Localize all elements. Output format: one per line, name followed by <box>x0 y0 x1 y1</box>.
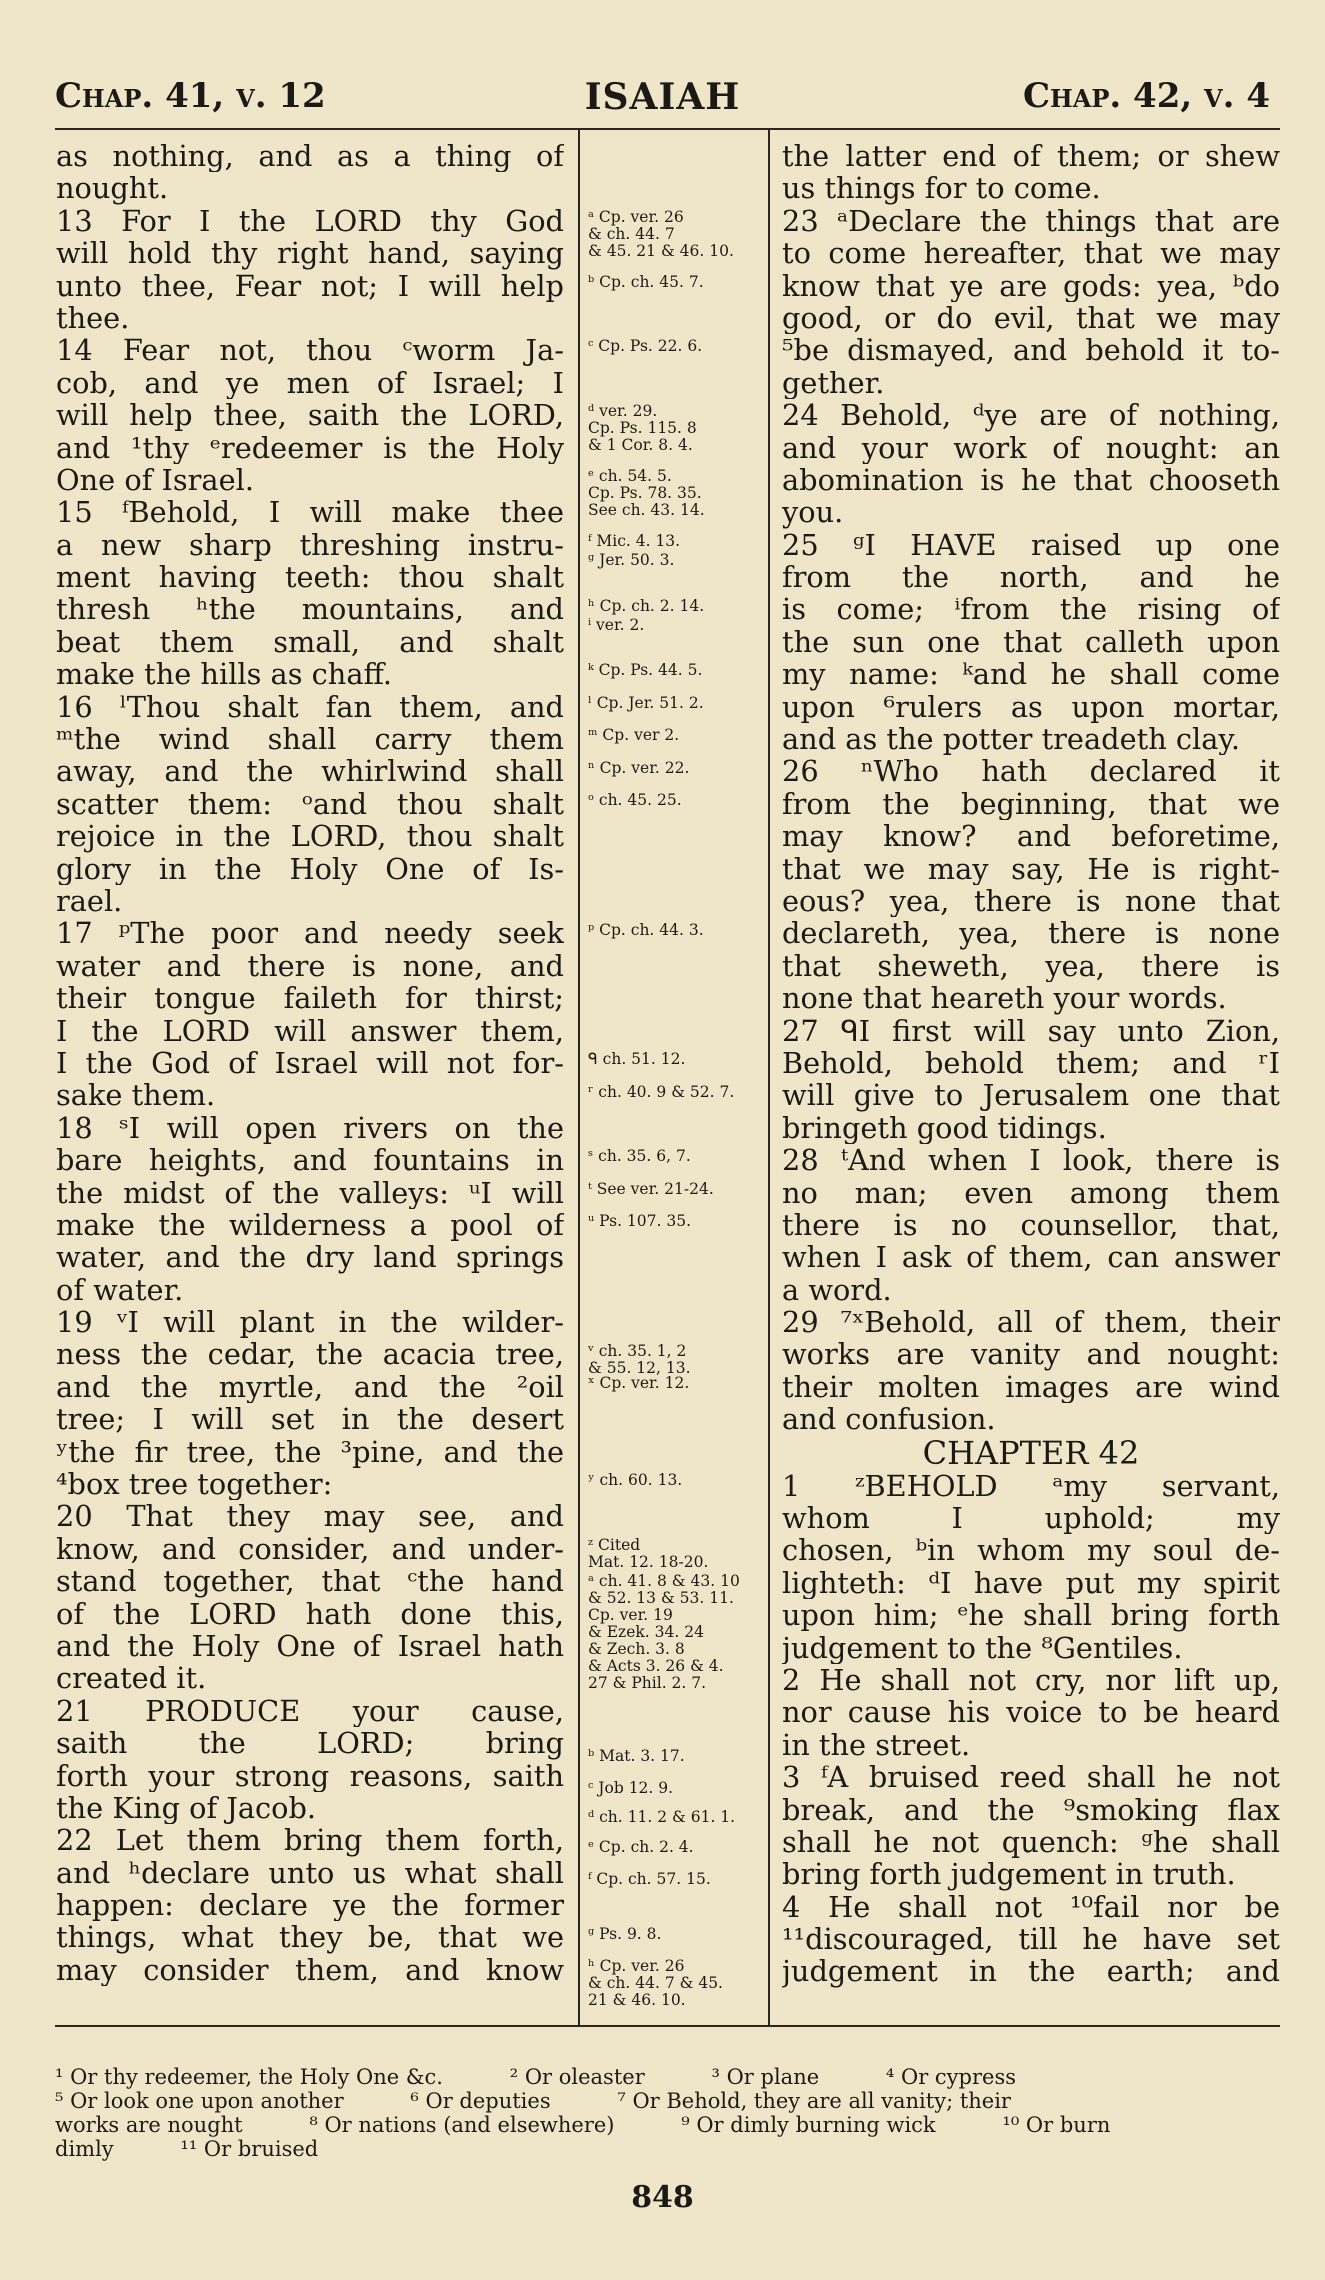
text-line: 17 ᵖThe poor and needy seek <box>56 917 564 950</box>
text-line: from the beginning, that we <box>782 787 1280 821</box>
text-line: away, and the whirlwind shall <box>56 755 564 788</box>
text-line: to come hereafter, that we may <box>782 237 1280 270</box>
chapter-heading: CHAPTER 42 <box>922 1433 1140 1472</box>
cross-reference: ˣ Cp. ver. 12. <box>588 1374 690 1393</box>
text-line: sake them. <box>56 1079 216 1112</box>
text-line: judgement in the earth; and <box>782 1955 1280 1988</box>
text-line: 3 ᶠA bruised reed shall he not <box>782 1761 1280 1794</box>
text-line: things, what they be, that we <box>56 1921 564 1954</box>
text-line: Behold, behold them; and ʳI <box>782 1046 1280 1080</box>
right-text-column <box>782 140 1280 2020</box>
text-line: their molten images are wind <box>782 1370 1280 1404</box>
cross-reference: ᵍ Jer. 50. 3. <box>588 551 675 570</box>
text-line: of the LORD hath done this, <box>56 1597 564 1630</box>
text-line: when I ask of them, can answer <box>782 1241 1280 1274</box>
footnote-line: ¹ Or thy redeemer, the Holy One &c. ² Or oleaster ³ Or plane ⁴ Or cypress <box>55 2065 1017 2089</box>
text-line: will help thee, saith the LORD, <box>56 399 564 432</box>
right-column-rule <box>768 130 770 2025</box>
text-line: cob, and ye men of Israel; I <box>56 366 564 400</box>
text-line: 23 ᵃDeclare the things that are <box>782 204 1280 238</box>
text-line: ʸthe fir tree, the ³pine, and the <box>56 1435 564 1469</box>
text-line: judgement to the ⁸Gentiles. <box>782 1631 1183 1664</box>
text-line: 14 Fear not, thou ᶜworm Ja- <box>56 334 564 367</box>
text-line: 26 ⁿWho hath declared it <box>782 755 1280 788</box>
text-line: that we may say, He is right- <box>782 852 1280 885</box>
cross-reference: ᵖ Cp. ch. 44. 3. <box>588 920 704 939</box>
text-line: and ¹thy ᵉredeemer is the Holy <box>56 431 564 464</box>
text-line: eous? yea, there is none that <box>782 884 1280 918</box>
footnote-line: works are nought ⁸ Or nations (and elsewhere) ⁹ Or dimly burning wick ¹⁰ Or burn <box>55 2113 1111 2137</box>
text-line: 13 For I the LORD thy God <box>56 204 564 238</box>
text-line: good, or do evil, that we may <box>782 301 1280 335</box>
footnote-line: ⁵ Or look one upon another ⁶ Or deputies ⁷ Or Behold, they are all vanity; their <box>55 2089 1011 2113</box>
cross-reference: ᵉ Cp. ch. 2. 4. <box>588 1837 694 1856</box>
cross-reference: ᶜ Cp. Ps. 22. 6. <box>588 337 703 356</box>
text-line: the midst of the valleys: ᵘI will <box>56 1176 564 1209</box>
cross-reference: ᶠ Mic. 4. 13. <box>588 531 681 550</box>
text-line: upon him; ᵉhe shall bring forth <box>782 1599 1280 1632</box>
text-line: and your work of nought: an <box>782 431 1280 464</box>
header-right: Chap. 42, v. 4 <box>1022 76 1270 116</box>
text-line: declareth, yea, there is none <box>782 917 1280 950</box>
text-line: created it. <box>56 1662 207 1695</box>
text-line: whom I uphold; my <box>782 1502 1280 1535</box>
text-line: nor cause his voice to be heard <box>782 1696 1280 1729</box>
cross-reference: ˡ Cp. Jer. 51. 2. <box>588 693 704 712</box>
text-line: bringeth good tidings. <box>782 1111 1107 1145</box>
cross-reference: ᵐ Cp. ver 2. <box>588 726 680 745</box>
text-line: saith the LORD; bring <box>56 1727 564 1760</box>
text-line: beat them small, and shalt <box>56 625 564 659</box>
text-line: from the north, and he <box>782 561 1280 594</box>
text-line: rael. <box>56 884 123 918</box>
cross-reference: ʰ Cp. ch. 2. 14. <box>588 596 705 615</box>
text-line: and confusion. <box>782 1403 996 1436</box>
header-title: ISAIAH <box>584 76 741 118</box>
text-line: ⁵be dismayed, and behold it to- <box>782 334 1280 367</box>
text-line: tree; I will set in the desert <box>56 1403 564 1436</box>
text-line: 29 ⁷ˣBehold, all of them, their <box>782 1306 1280 1339</box>
text-line: and ʰdeclare unto us what shall <box>56 1856 564 1890</box>
text-line: water, and the dry land springs <box>56 1241 564 1274</box>
text-line: I the God of Israel will not for- <box>56 1046 564 1080</box>
text-line: water and there is none, and <box>56 949 564 983</box>
text-line: glory in the Holy One of Is- <box>56 852 564 885</box>
cross-reference: ᵛ ch. 35. 1, 2 & 55. 12, 13. <box>588 1341 691 1377</box>
text-line: is come; ⁱfrom the rising of <box>782 593 1280 626</box>
cross-reference: ⁿ Cp. ver. 22. <box>588 758 690 777</box>
cross-reference: ᵇ Cp. ch. 45. 7. <box>588 272 704 291</box>
text-line: 15 ᶠBehold, I will make thee <box>56 496 564 529</box>
cross-reference: ᑫ ch. 51. 12. <box>588 1050 686 1069</box>
text-line: know that ye are gods: yea, ᵇdo <box>782 269 1280 302</box>
text-line: bare heights, and fountains in <box>56 1144 564 1177</box>
text-line: their tongue faileth for thirst; <box>56 982 564 1015</box>
text-line: shall he not quench: ᵍhe shall <box>782 1825 1280 1859</box>
text-line: ⁴box tree together: <box>56 1468 333 1501</box>
cross-reference: ᵈ ch. 11. 2 & 61. 1. <box>588 1808 736 1827</box>
cross-reference: ᵏ Cp. Ps. 44. 5. <box>588 661 703 680</box>
text-line: will give to Jerusalem one that <box>782 1079 1280 1112</box>
text-line: will hold thy right hand, saying <box>56 237 564 270</box>
text-line: ness the cedar, the acacia tree, <box>56 1338 564 1371</box>
text-line: One of Israel. <box>56 463 254 497</box>
text-line: rejoice in the LORD, thou shalt <box>56 820 564 853</box>
text-line: chosen, ᵇin whom my soul de- <box>782 1534 1280 1567</box>
cross-reference: ᶠ Cp. ch. 57. 15. <box>588 1869 711 1888</box>
text-line: 1 ᶻBEHOLD ᵃmy servant, <box>782 1469 1280 1503</box>
cross-reference: ᵉ ch. 54. 5. Cp. Ps. 78. 35. See ch. 43. 14. <box>588 467 705 519</box>
text-line: as nothing, and as a thing of <box>56 140 564 173</box>
left-text-column <box>56 140 564 2020</box>
header-left: Chap. 41, v. 12 <box>55 76 326 116</box>
text-line: I the LORD will answer them, <box>56 1014 564 1047</box>
cross-reference: ⁱ ver. 2. <box>588 616 645 635</box>
text-line: works are vanity and nought: <box>782 1338 1280 1371</box>
text-line: stand together, that ᶜthe hand <box>56 1565 564 1598</box>
text-line: a word. <box>782 1273 892 1307</box>
text-line: 21 PRODUCE your cause, <box>56 1694 564 1728</box>
cross-reference: ʸ ch. 60. 13. <box>588 1471 683 1490</box>
cross-reference: ᵘ Ps. 107. 35. <box>588 1212 692 1231</box>
page-number: 848 <box>631 2180 694 2215</box>
text-line: 24 Behold, ᵈye are of nothing, <box>782 399 1280 432</box>
text-line: lighteth: ᵈI have put my spirit <box>782 1566 1280 1600</box>
text-line: make the hills as chaff. <box>56 658 393 691</box>
text-line: you. <box>782 496 844 529</box>
text-line: and the Holy One of Israel hath <box>56 1629 564 1663</box>
text-line: may consider them, and know <box>56 1953 564 1987</box>
running-head <box>55 76 1270 126</box>
text-line: 16 ˡThou shalt fan them, and <box>56 690 564 724</box>
text-line: that sheweth, yea, there is <box>782 949 1280 983</box>
text-line: 18 ˢI will open rivers on the <box>56 1111 564 1145</box>
text-line: thresh ʰthe mountains, and <box>56 593 564 626</box>
text-line: know, and consider, and under- <box>56 1532 564 1566</box>
cross-reference: ᵃ ch. 41. 8 & 43. 10 & 52. 13 & 53. 11. Cp. ver. 19 & Ezek. 34. 24 & Zech. 3. 8 & Acts 3. 26 & 4. 27 & Phil. 2. 7. <box>588 1571 740 1692</box>
text-line: no man; even among them <box>782 1176 1280 1209</box>
cross-reference: ᵒ ch. 45. 25. <box>588 791 682 809</box>
header-rule <box>55 128 1280 130</box>
text-line: may know? and beforetime, <box>782 820 1280 853</box>
text-line: 2 He shall not cry, nor lift up, <box>782 1663 1280 1697</box>
cross-reference: ᶻ Cited Mat. 12. 18-20. <box>588 1536 709 1572</box>
cross-reference: ᵈ ver. 29. Cp. Ps. 115. 8 & 1 Cor. 8. 4. <box>588 402 697 455</box>
text-line: make the wilderness a pool of <box>56 1208 564 1242</box>
text-line: there is no counsellor, that, <box>782 1208 1280 1242</box>
cross-reference: ᵍ Ps. 9. 8. <box>588 1925 662 1943</box>
text-line: 25 ᵍI HAVE raised up one <box>782 528 1280 562</box>
text-line: the latter end of them; or shew <box>782 140 1280 173</box>
text-line: break, and the ⁹smoking flax <box>782 1793 1280 1826</box>
text-line: scatter them: ᵒand thou shalt <box>56 787 564 821</box>
text-line: happen: declare ye the former <box>56 1889 564 1922</box>
text-line: forth your strong reasons, saith <box>56 1759 564 1792</box>
text-line: 4 He shall not ¹⁰fail nor be <box>782 1890 1280 1924</box>
text-line: the King of Jacob. <box>56 1791 317 1825</box>
cross-reference: ᵗ See ver. 21-24. <box>588 1179 714 1198</box>
text-line: upon ⁶rulers as upon mortar, <box>782 690 1280 724</box>
text-line: 20 That they may see, and <box>56 1500 564 1533</box>
text-line: 19 ᵛI will plant in the wilder- <box>56 1306 564 1339</box>
text-line: gether. <box>782 366 885 400</box>
text-line: my name: ᵏand he shall come <box>782 658 1280 691</box>
cross-reference: ʳ ch. 40. 9 & 52. 7. <box>588 1082 735 1101</box>
text-line: in the street. <box>782 1728 971 1762</box>
text-line: ᵐthe wind shall carry them <box>56 723 564 756</box>
text-line: us things for to come. <box>782 172 1101 205</box>
footnote-line: dimly ¹¹ Or bruised <box>55 2137 319 2161</box>
cross-reference: ᵃ Cp. ver. 26 & ch. 44. 7 & 45. 21 & 46. 10. <box>588 207 734 260</box>
footer-rule <box>55 2025 1280 2027</box>
text-line: the sun one that calleth upon <box>782 625 1280 659</box>
text-line: a new sharp threshing instru- <box>56 528 564 562</box>
footnotes <box>55 2065 1280 2161</box>
cross-reference: ˢ ch. 35. 6, 7. <box>588 1147 691 1166</box>
text-line: bring forth judgement in truth. <box>782 1858 1236 1891</box>
text-line: thee. <box>56 301 130 335</box>
cross-reference-column <box>580 140 766 2020</box>
cross-reference: ʰ Cp. ver. 26 & ch. 44. 7 & 45. 21 & 46. 10. <box>588 1957 723 2010</box>
text-line: and the myrtle, and the ²oil <box>56 1370 564 1404</box>
text-line: ¹¹discouraged, till he have set <box>782 1923 1280 1956</box>
text-line: 27 ᑫI first will say unto Zion, <box>782 1014 1280 1047</box>
cross-reference: ᵇ Mat. 3. 17. <box>588 1746 685 1765</box>
text-line: nought. <box>56 172 169 205</box>
text-line: unto thee, Fear not; I will help <box>56 269 564 302</box>
text-line: none that heareth your words. <box>782 982 1227 1015</box>
text-line: of water. <box>56 1273 184 1307</box>
cross-reference: ᶜ Job 12. 9. <box>588 1779 674 1798</box>
text-line: abomination is he that chooseth <box>782 463 1280 497</box>
text-line: 22 Let them bring them forth, <box>56 1824 564 1857</box>
text-line: and as the potter treadeth clay. <box>782 723 1240 756</box>
text-line: ment having teeth: thou shalt <box>56 561 564 594</box>
text-line: 28 ᵗAnd when I look, there is <box>782 1144 1280 1177</box>
